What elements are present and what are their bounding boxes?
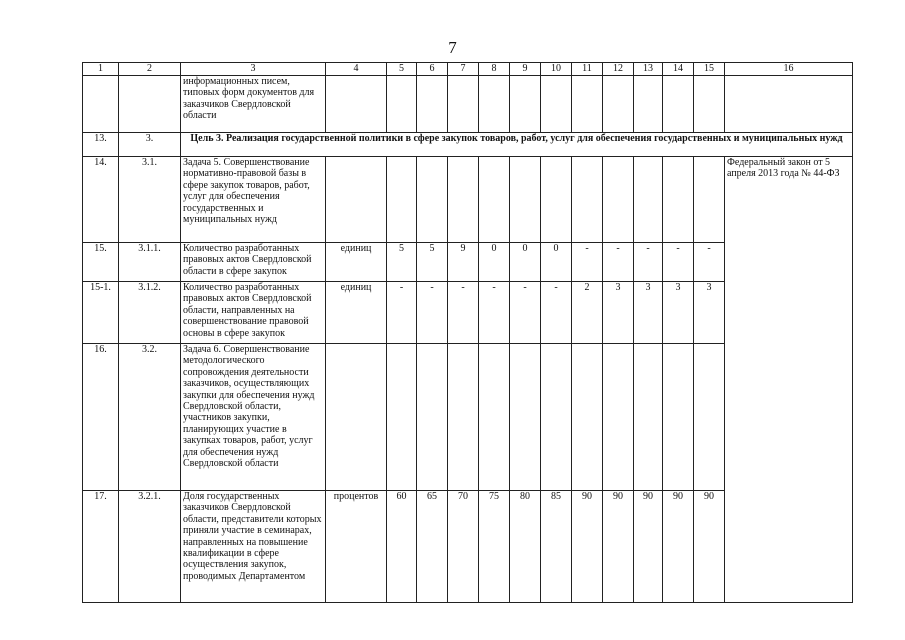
page-number: 7 bbox=[448, 38, 457, 57]
column-number-row bbox=[83, 63, 853, 76]
value-cell: 3 bbox=[603, 282, 634, 344]
value-cell: 0 bbox=[541, 243, 572, 282]
table-row bbox=[83, 157, 853, 243]
indicator-name: Доля государственных заказчиков Свердловской области, представители которых приняли участие в семинарах, направленных на повышение квалификации в сфере осуществления закупок, проводимых Департаментом bbox=[181, 491, 326, 603]
column-number: 3 bbox=[181, 63, 326, 76]
indicator-name: Задача 5. Совершенствование нормативно-правовой базы в сфере закупок товаров, работ, услуг для обеспечения государственных и муниципальных нужд bbox=[181, 157, 326, 243]
value-cell bbox=[387, 344, 417, 491]
row-code: 3.1. bbox=[119, 157, 181, 243]
value-cell: 3 bbox=[663, 282, 694, 344]
column-number: 10 bbox=[541, 63, 572, 76]
row-number: 13. bbox=[83, 133, 119, 157]
value-cell: 90 bbox=[603, 491, 634, 603]
value-cell bbox=[510, 157, 541, 243]
value-cell: 75 bbox=[479, 491, 510, 603]
column-number: 1 bbox=[83, 63, 119, 76]
value-cell: 5 bbox=[417, 243, 448, 282]
value-cell bbox=[663, 344, 694, 491]
table-row bbox=[83, 76, 853, 133]
value-cell bbox=[448, 157, 479, 243]
column-number: 14 bbox=[663, 63, 694, 76]
value-cell bbox=[663, 157, 694, 243]
goal-row bbox=[83, 133, 853, 157]
column-number: 16 bbox=[725, 63, 853, 76]
value-cell: 60 bbox=[387, 491, 417, 603]
value-cell: - bbox=[603, 243, 634, 282]
value-cell: - bbox=[541, 282, 572, 344]
unit-cell bbox=[326, 157, 387, 243]
value-cell: 80 bbox=[510, 491, 541, 603]
indicator-name: информационных писем, типовых форм документов для заказчиков Свердловской области bbox=[181, 76, 326, 133]
value-cell: - bbox=[572, 243, 603, 282]
value-cell: 0 bbox=[510, 243, 541, 282]
value-cell bbox=[634, 157, 663, 243]
value-cell: - bbox=[417, 282, 448, 344]
column-number: 13 bbox=[634, 63, 663, 76]
column-number: 11 bbox=[572, 63, 603, 76]
value-cell: - bbox=[694, 243, 725, 282]
row-code: 3.2.1. bbox=[119, 491, 181, 603]
value-cell bbox=[479, 344, 510, 491]
value-cell: - bbox=[510, 282, 541, 344]
indicator-name: Количество разработанных правовых актов Свердловской области в сфере закупок bbox=[181, 243, 326, 282]
column-number: 12 bbox=[603, 63, 634, 76]
value-cell: 90 bbox=[663, 491, 694, 603]
row-number: 14. bbox=[83, 157, 119, 243]
value-cell: 90 bbox=[634, 491, 663, 603]
row-code: 3.1.2. bbox=[119, 282, 181, 344]
legal-basis-note: Федеральный закон от 5 апреля 2013 года № 44-ФЗ bbox=[725, 157, 853, 603]
value-cell: 5 bbox=[387, 243, 417, 282]
column-number: 4 bbox=[326, 63, 387, 76]
value-cell: 3 bbox=[634, 282, 663, 344]
indicator-name: Количество разработанных правовых актов Свердловской области, направленных на совершенствование правовой основы в сфере закупок bbox=[181, 282, 326, 344]
value-cell bbox=[387, 157, 417, 243]
unit-cell: единиц bbox=[326, 243, 387, 282]
value-cell: - bbox=[634, 243, 663, 282]
value-cell: - bbox=[479, 282, 510, 344]
column-number: 8 bbox=[479, 63, 510, 76]
value-cell: - bbox=[387, 282, 417, 344]
value-cell: 70 bbox=[448, 491, 479, 603]
column-number: 2 bbox=[119, 63, 181, 76]
column-number: 7 bbox=[448, 63, 479, 76]
value-cell bbox=[541, 157, 572, 243]
value-cell bbox=[634, 344, 663, 491]
value-cell: 90 bbox=[572, 491, 603, 603]
goal-heading: Цель 3. Реализация государственной политики в сфере закупок товаров, работ, услуг для обеспечения государственных и муниципальных нужд bbox=[181, 133, 853, 157]
value-cell: 0 bbox=[479, 243, 510, 282]
indicators-table bbox=[82, 62, 853, 603]
value-cell: - bbox=[663, 243, 694, 282]
row-code: 3.1.1. bbox=[119, 243, 181, 282]
row-code: 3. bbox=[119, 133, 181, 157]
value-cell: 85 bbox=[541, 491, 572, 603]
value-cell bbox=[448, 344, 479, 491]
column-number: 15 bbox=[694, 63, 725, 76]
value-cell bbox=[479, 157, 510, 243]
unit-cell: процентов bbox=[326, 491, 387, 603]
column-number: 9 bbox=[510, 63, 541, 76]
value-cell bbox=[603, 344, 634, 491]
column-number: 6 bbox=[417, 63, 448, 76]
value-cell bbox=[510, 344, 541, 491]
value-cell bbox=[417, 157, 448, 243]
unit-cell: единиц bbox=[326, 282, 387, 344]
row-code: 3.2. bbox=[119, 344, 181, 491]
value-cell: 3 bbox=[694, 282, 725, 344]
value-cell: 90 bbox=[694, 491, 725, 603]
row-number: 15-1. bbox=[83, 282, 119, 344]
value-cell: 2 bbox=[572, 282, 603, 344]
value-cell: 65 bbox=[417, 491, 448, 603]
value-cell: - bbox=[448, 282, 479, 344]
value-cell bbox=[694, 157, 725, 243]
unit-cell bbox=[326, 344, 387, 491]
value-cell bbox=[694, 344, 725, 491]
value-cell bbox=[572, 344, 603, 491]
value-cell bbox=[541, 344, 572, 491]
row-number: 15. bbox=[83, 243, 119, 282]
row-number: 16. bbox=[83, 344, 119, 491]
value-cell bbox=[603, 157, 634, 243]
value-cell bbox=[417, 344, 448, 491]
value-cell bbox=[572, 157, 603, 243]
indicator-name: Задача 6. Совершенствование методологического сопровождения деятельности заказчиков, осуществляющих закупки для обеспечения нужд Свердловской области, участников закупки, планирующих участие в закупках товаров, работ, услуг для обеспечения нужд Свердловской области bbox=[181, 344, 326, 491]
value-cell: 9 bbox=[448, 243, 479, 282]
column-number: 5 bbox=[387, 63, 417, 76]
row-number: 17. bbox=[83, 491, 119, 603]
